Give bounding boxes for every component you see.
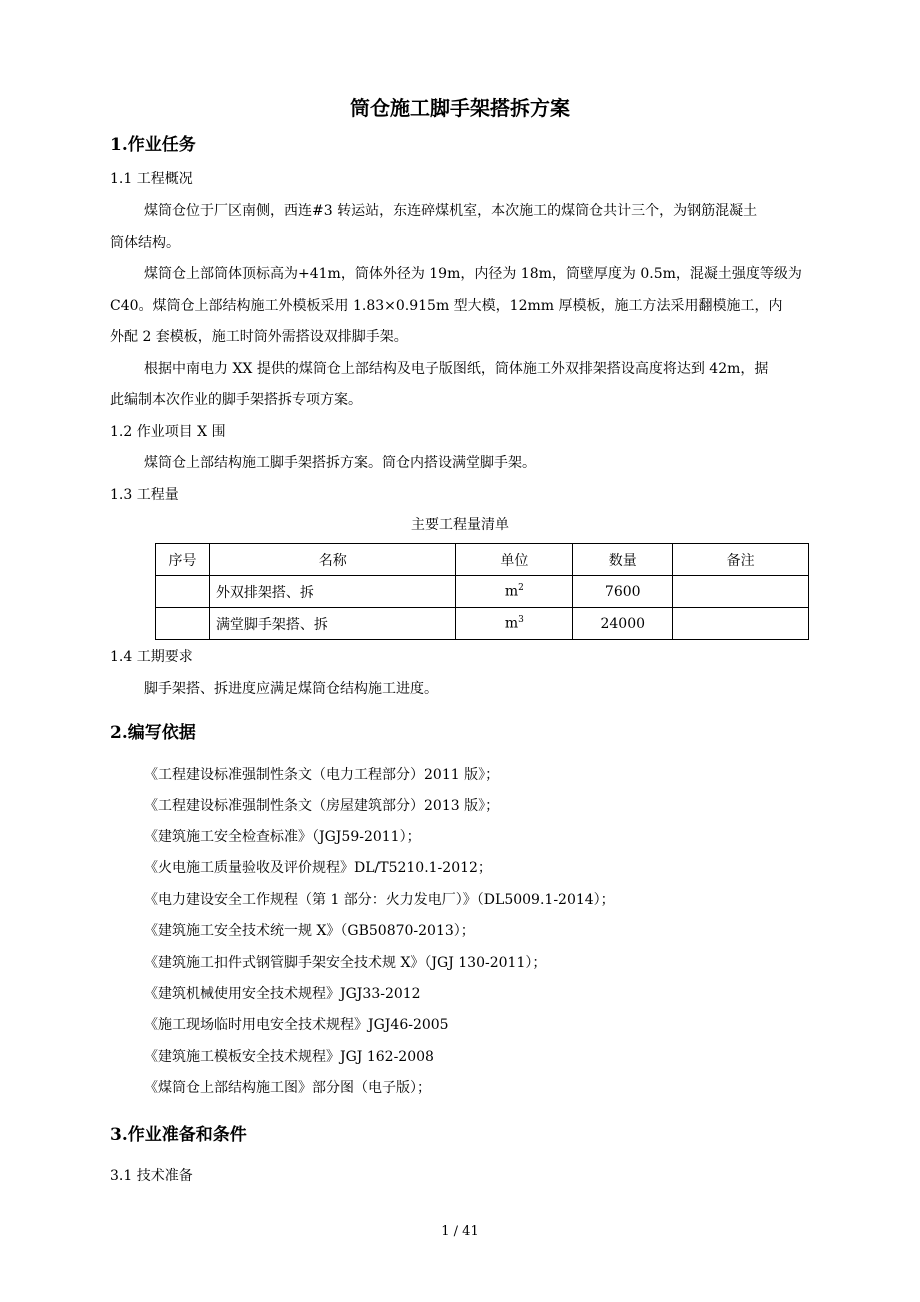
reference-item: 《建筑施工扣件式钢管脚手架安全技术规 X》（JGJ 130-2011）；: [144, 955, 547, 971]
cell-no: [156, 608, 210, 640]
table-header-row: [156, 544, 809, 576]
cell-unit: [456, 576, 573, 608]
paragraph-1-line-1: 煤筒仓位于厂区南侧，西连#3 转运站，东连碎煤机室，本次施工的煤筒仓共计三个，为钢筋混凝土: [144, 203, 758, 219]
paragraph-3-line-2: 此编制本次作业的脚手架搭拆专项方案。: [110, 392, 362, 408]
cell-note: [673, 608, 809, 640]
reference-item: 《工程建设标准强制性条文（电力工程部分）2011 版》；: [144, 767, 500, 783]
unit-base: m: [504, 615, 519, 632]
unit-exponent: 2: [518, 583, 524, 594]
cell-name: 满堂脚手架搭、拆: [209, 608, 456, 640]
cell-qty: 7600: [573, 576, 673, 608]
header-note: 备注: [673, 544, 809, 576]
cell-unit: [456, 608, 573, 640]
reference-item: 《建筑施工模板安全技术规程》JGJ 162-2008: [144, 1049, 434, 1065]
header-no: 序号: [156, 544, 210, 576]
document-title: 筒仓施工脚手架搭拆方案: [350, 96, 570, 120]
cell-note: [673, 576, 809, 608]
unit-base: m: [504, 583, 519, 600]
paragraph-2-line-3: 外配 2 套模板，施工时筒外需搭设双排脚手架。: [110, 329, 408, 345]
unit-exponent: 3: [518, 615, 524, 626]
section-1-heading: 1.作业任务: [110, 135, 196, 155]
section-1-4-heading: 1.4 工期要求: [110, 649, 193, 665]
header-name: 名称: [209, 544, 456, 576]
header-qty: 数量: [573, 544, 673, 576]
table-row: [156, 608, 809, 640]
paragraph-5: 脚手架搭、拆进度应满足煤筒仓结构施工进度。: [144, 681, 438, 697]
cell-name: 外双排架搭、拆: [209, 576, 456, 608]
paragraph-3-line-1: 根据中南电力 XX 提供的煤筒仓上部结构及电子版图纸，筒体施工外双排架搭设高度将达到 42m，据: [144, 361, 769, 377]
section-2-heading: 2.编写依据: [110, 723, 196, 743]
section-1-3-heading: 1.3 工程量: [110, 487, 179, 503]
header-unit: 单位: [456, 544, 573, 576]
reference-item: 《建筑施工安全检查标准》（JGJ59-2011）；: [144, 829, 421, 845]
reference-item: 《电力建设安全工作规程（第 1 部分：火力发电厂）》（DL5009.1-2014）；: [144, 892, 615, 908]
table-row: [156, 576, 809, 608]
reference-item: 《工程建设标准强制性条文（房屋建筑部分）2013 版》；: [144, 798, 500, 814]
paragraph-1-line-2: 筒体结构。: [110, 235, 180, 251]
page-number: 1 / 41: [441, 1224, 479, 1239]
cell-no: [156, 576, 210, 608]
reference-item: 《煤筒仓上部结构施工图》部分图（电子版）；: [144, 1080, 431, 1096]
section-1-1-heading: 1.1 工程概况: [110, 171, 193, 187]
section-3-heading: 3.作业准备和条件: [110, 1125, 247, 1145]
quantity-table: [155, 543, 809, 640]
paragraph-2-line-1: 煤筒仓上部筒体顶标高为+41m，筒体外径为 19m，内径为 18m，筒壁厚度为 0.5m，混凝土强度等级为: [144, 266, 802, 282]
paragraph-2-line-2: C40。煤筒仓上部结构施工外模板采用 1.83×0.915m 型大模，12mm 厚模板，施工方法采用翻模施工，内: [110, 298, 783, 314]
reference-item: 《施工现场临时用电安全技术规程》JGJ46-2005: [144, 1017, 449, 1033]
reference-item: 《火电施工质量验收及评价规程》DL/T5210.1-2012；: [144, 860, 492, 876]
paragraph-4: 煤筒仓上部结构施工脚手架搭拆方案。筒仓内搭设满堂脚手架。: [144, 455, 536, 471]
section-3-1-heading: 3.1 技术准备: [110, 1168, 193, 1184]
cell-qty: 24000: [573, 608, 673, 640]
table-caption: 主要工程量清单: [411, 517, 509, 533]
reference-item: 《建筑施工安全技术统一规 X》（GB50870-2013）；: [144, 923, 475, 939]
section-1-2-heading: 1.2 作业项目 X 围: [110, 424, 226, 440]
reference-item: 《建筑机械使用安全技术规程》JGJ33-2012: [144, 986, 421, 1002]
